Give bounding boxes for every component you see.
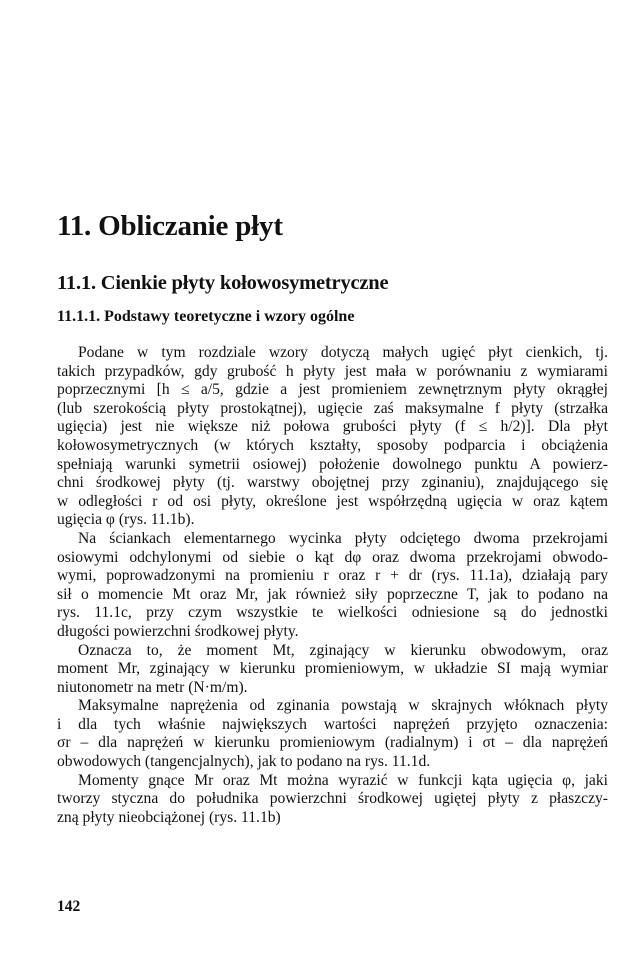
section-title: 11.1. Cienkie płyty kołowosymetryczne <box>57 272 389 294</box>
text-line: (lub szerokością płyty prostokątnej), ugięcie zaś maksymalne f płyty (strzałka <box>57 399 608 417</box>
body-text <box>57 344 608 827</box>
text-line: Maksymalne naprężenia od zginania powstają w skrajnych włóknach płyty <box>78 697 608 715</box>
text-line: Na ściankach elementarnego wycinka płyty odciętego dwoma przekrojami <box>78 529 608 547</box>
text-line: ugięcia) jest nie większe niż połowa grubości płyty (f ≤ h/2)]. Dla płyt <box>57 418 608 436</box>
text-line: wymi, poprowadzonymi na promieniu r oraz r + dr (rys. 11.1a), działają pary <box>57 567 608 585</box>
text-line: Podane w tym rozdziale wzory dotyczą małych ugięć płyt cienkich, tj. <box>78 344 608 361</box>
text-line: σr – dla naprężeń w kierunku promieniowym (radialnym) i σt – dla naprężeń <box>57 734 608 752</box>
text-line: chni środkowej płyty (tj. warstwy obojętnej przy zginaniu), znajdującego się <box>57 474 608 492</box>
text-line: rys. 11.1c, przy czym wszystkie te wielkości odniesione są do jednostki <box>57 604 608 622</box>
text-line: Momenty gnące Mr oraz Mt można wyrazić w funkcji kąta ugięcia φ, jaki <box>78 771 608 789</box>
text-line: obwodowych (tangencjalnych), jak to podano na rys. 11.1d. <box>57 753 431 771</box>
text-line: osiowymi odchylonymi od siebie o kąt dφ oraz dwoma przekrojami obwodo- <box>57 548 608 566</box>
page-number: 142 <box>57 898 81 915</box>
subsection-title: 11.1.1. Podstawy teoretyczne i wzory ogólne <box>57 308 355 325</box>
text-line: takich przypadków, gdy grubość h płyty jest mała w porównaniu z wymiarami <box>57 362 608 380</box>
text-line: kołowosymetrycznych (w których kształty, sposoby podparcia i obciążenia <box>57 436 608 454</box>
text-line: tworzy styczna do południka powierzchni środkowej ugiętej płyty z płaszczy- <box>57 790 608 808</box>
text-line: Oznacza to, że moment Mt, zginający w kierunku obwodowym, oraz <box>78 641 608 659</box>
text-line: zną płyty nieobciążonej (rys. 11.1b) <box>57 808 281 826</box>
text-line: moment Mr, zginający w kierunku promieniowym, w układzie SI mają wymiar <box>57 660 608 678</box>
text-line: długości powierzchni środkowej płyty. <box>57 622 299 640</box>
text-line: i dla tych właśnie największych wartości naprężeń przyjęto oznaczenia: <box>57 715 608 733</box>
text-line: poprzecznymi [h ≤ a/5, gdzie a jest promieniem zewnętrznym płyty okrągłej <box>57 381 608 399</box>
text-line: niutonometr na metr (N·m/m). <box>57 678 248 696</box>
text-line: w odległości r od osi płyty, określone jest współrzędną ugięcia w oraz kątem <box>57 492 608 510</box>
text-line: ugięcia φ (rys. 11.1b). <box>57 511 195 529</box>
text-line: sił o momencie Mt oraz Mr, jak również siły poprzeczne T, jak to podano na <box>57 585 608 603</box>
text-line: spełniają warunki symetrii osiowej) położenie dowolnego punktu A powierz- <box>57 455 608 473</box>
chapter-title: 11. Obliczanie płyt <box>57 210 283 242</box>
